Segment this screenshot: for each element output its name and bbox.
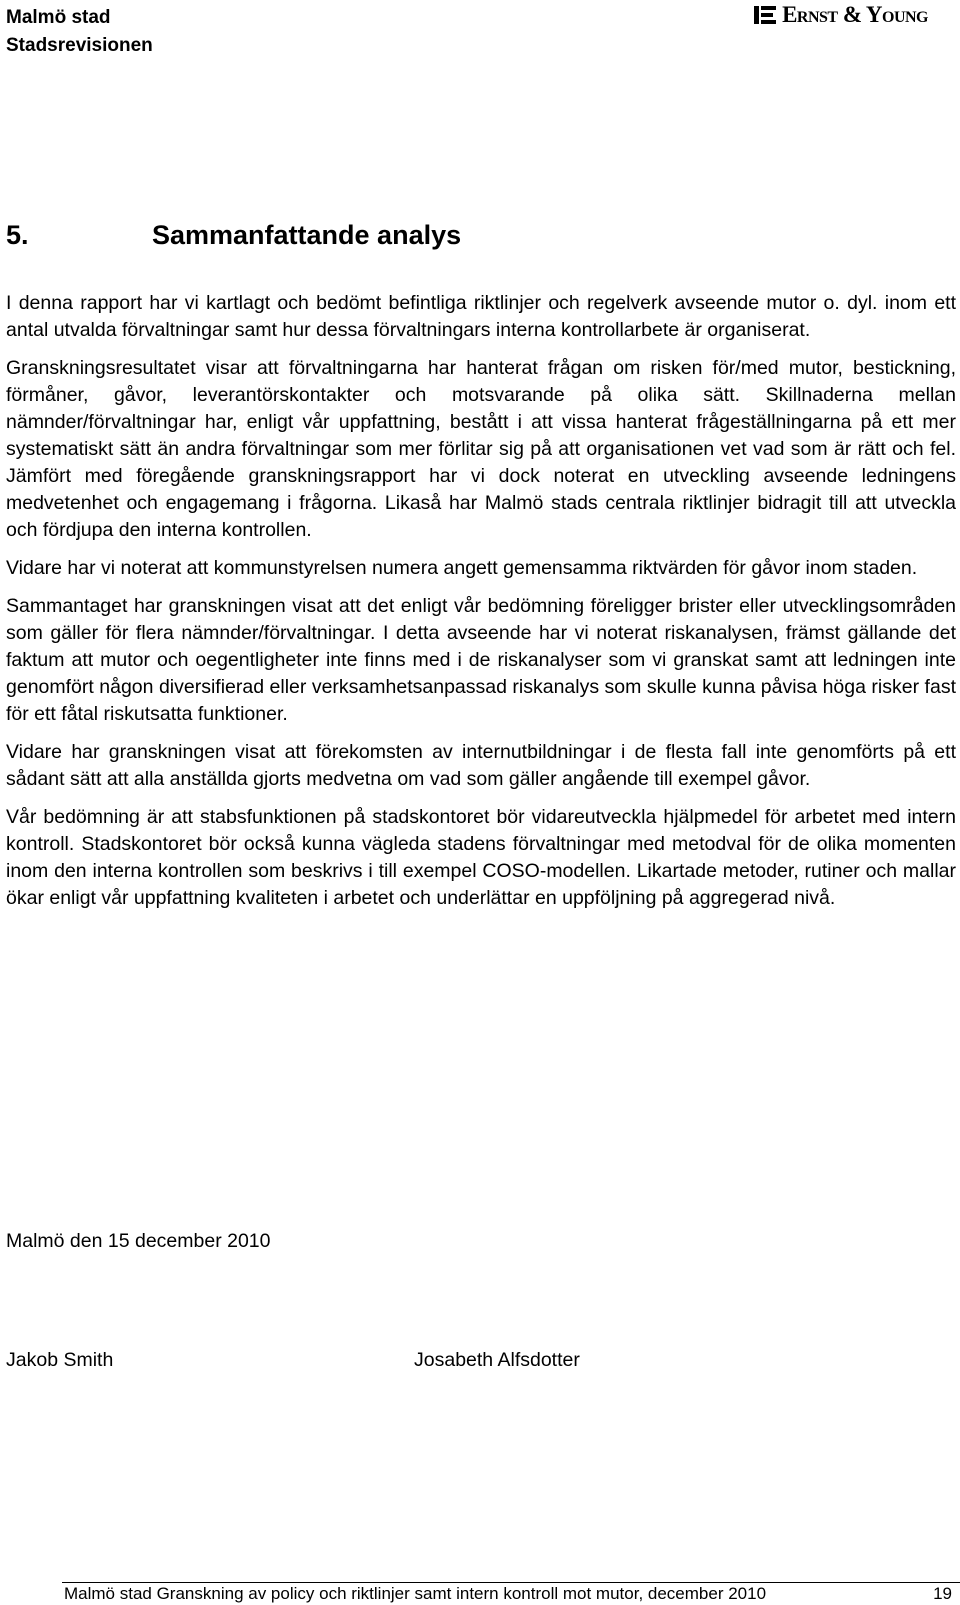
footer-divider	[62, 1582, 960, 1583]
body-text	[6, 290, 956, 923]
page-number: 19	[933, 1584, 952, 1603]
date-line: Malmö den 15 december 2010	[6, 1230, 271, 1252]
signature-name: Jakob Smith	[6, 1349, 114, 1371]
paragraph: Vår bedömning är att stabsfunktionen på stadskontoret bör vidareutveckla hjälpmedel för arbetet med intern kontroll. Stadskontoret bör också kunna vägleda stadens förvaltningar med metodval för de olika momenten inom den interna kontrollen som beskrivs i till exempel COSO-modellen. Likartade metoder, rutiner och mallar ökar enligt vår uppfattning kvaliteten i arbetet och underlättar en uppföljning på aggregerad nivå.	[6, 806, 956, 909]
document-header	[6, 4, 153, 60]
paragraph: Vidare har granskningen visat att förekomsten av internutbildningar i de flesta fall inte genomförts på ett sådant sätt att alla anställda gjorts medvetna om vad som gäller angående till exempel gåvor.	[6, 741, 956, 790]
section-title: Sammanfattande analys	[152, 220, 462, 250]
signature-name: Josabeth Alfsdotter	[414, 1349, 580, 1371]
ey-logo-mark-icon	[752, 4, 778, 26]
paragraph: I denna rapport har vi kartlagt och bedömt befintliga riktlinjer och regelverk avseende mutor o. dyl. inom ett antal utvalda förvaltningar samt hur dessa förvaltningars interna kontrollarbete är organiserat.	[6, 292, 956, 341]
paragraph: Sammantaget har granskningen visat att det enligt vår bedömning föreligger brister eller utvecklingsområden som gäller för flera nämnder/förvaltningar. I detta avseende har vi noterat riskanalysen, främst gällande det faktum att mutor och oegentligheter inte finns med i de riskanalyser som vi granskat samt att ledningen inte genomfört någon diversifierad eller verksamhetsanpassad riskanalys som skulle kunna påvisa höga risker fast för ett fåtal riskutsatta funktioner.	[6, 595, 956, 725]
logo-wordmark: Ernst & Young	[782, 2, 928, 27]
header-org: Malmö stad	[6, 7, 111, 28]
footer-text: Malmö stad Granskning av policy och riktlinjer samt intern kontroll mot mutor, december 2010	[64, 1584, 767, 1603]
ernst-young-logo	[752, 2, 928, 28]
header-unit: Stadsrevisionen	[6, 35, 153, 56]
section-number: 5.	[6, 220, 29, 250]
section-heading	[6, 220, 461, 251]
paragraph: Granskningsresultatet visar att förvaltningarna har hanterat frågan om risken för/med mutor, bestickning, förmåner, gåvor, leverantörskontakter och motsvarande på olika sätt. Skillnaderna mellan nämnder/förvaltningar har, enligt vår uppfattning, bestått i att vissa hanterat frågeställningarna på ett mer systematiskt sätt än andra förvaltningar som mer förlitar sig på att organisationen vet vad som är rätt och fel. Jämfört med föregående granskningsrapport har vi dock noterat en utveckling avseende ledningens medvetenhet och engagemang i frågorna. Likaså har Malmö stads centrala riktlinjer bidragit till att utveckla och fördjupa den interna kontrollen.	[6, 357, 956, 541]
paragraph: Vidare har vi noterat att kommunstyrelsen numera angett gemensamma riktvärden för gåvor inom staden.	[6, 557, 918, 579]
